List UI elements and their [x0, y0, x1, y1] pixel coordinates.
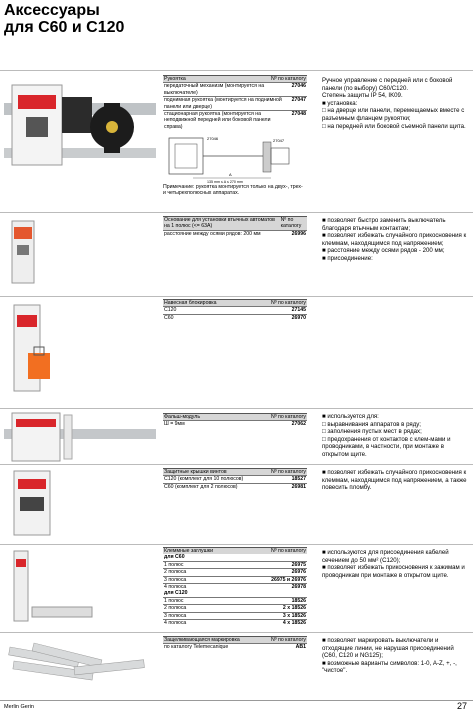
table-row: передаточный механизм (монтируется на выключателе) 27046: [164, 83, 306, 96]
table-row: 1 полюс 26975: [164, 561, 306, 568]
handle-description: Ручное управление с передней или с боковой панели (по выбору) С60/С120. Степень защиты IP 54, IK09. ■ установка: □ на дверце или панели, перемещаемых вместе с разъемным фланцем рукоятки; □ на передней или боковой съемной панели щита.: [322, 77, 466, 130]
markers-description: ■ позволяет маркировать выключатели и отходящие линии, не нарушая присоединений (С60, С120 и NG125); ■ возможные варианты символов: 1-0, А-Z, +, -, "чистое".: [322, 637, 457, 675]
table-row: С120 27145: [164, 307, 306, 314]
padlock-photo: [4, 301, 156, 405]
plug-in-base-photo: [4, 217, 156, 293]
plug-in-base-table: Основание для установки втычных автоматов на 1 полюс (<= 63A) Nº по каталогу расстояние между осями рядов: 200 мм 26996: [164, 217, 306, 237]
terminal-shields-table: Клеммные заглушки Nº по каталогу для С60 1 полюс 26975 2 полюса 26976 3 полюса 26975 и 26976 4 полюса 26978 для С120 1 полюс 18526 2 полюса 2 x 18526 3 полюса 3 x 18526 4 полюса 4 x 18526: [164, 548, 306, 627]
dummy-module-table: Фальш-модуль Nº по каталогу Ш = 9мм 27062: [164, 414, 306, 428]
mounting-diagram: [163, 132, 307, 184]
plug-in-base-description: ■ позволяет быстро заменить выключатель благодаря втычным контактам; ■ позволяет избежать случайного прикосновения к клеммам, находящимся под напряжением; ■ расстояние между осями рядов - 200 мм; ■ присоединение:: [322, 217, 467, 262]
page-footer: [0, 700, 473, 714]
section-dummy-module: [0, 408, 473, 465]
table-row: С60 26970: [164, 314, 306, 321]
section-screw-covers: [0, 464, 473, 545]
diagram-label-27047: 27047: [273, 138, 285, 144]
table-row: С120 (комплект для 10 полюсов) 18527: [164, 476, 306, 483]
section-padlock: [0, 296, 473, 409]
page-number: 27: [456, 701, 467, 711]
screw-covers-table: Защитные крышки винтов Nº по каталогу С120 (комплект для 10 полюсов) 18527 С60 (комплект для 2 полюсов) 26981: [164, 469, 306, 490]
markers-photo: [4, 637, 156, 697]
table-row: 3 полюса 26975 и 26976: [164, 576, 306, 583]
diagram-label-range: 135 mm ≤ A ≤ 270 mm: [207, 180, 243, 185]
table-row: С60 (комплект для 2 полюсов) 26981: [164, 483, 306, 490]
screw-covers-description: ■ позволяет избежать случайного прикосновения к клеммам, находящимся под напряжением, а также повесить пломбу.: [322, 469, 467, 492]
table-row: 4 полюса 26978: [164, 584, 306, 591]
section-terminal-shields: [0, 544, 473, 633]
section-handle: [0, 70, 473, 223]
table-row: Ш = 9мм 27062: [164, 421, 306, 428]
section-markers: [0, 632, 473, 701]
terminal-shields-photo: [4, 547, 156, 629]
page-title: Аксессуары для С60 и С120: [4, 2, 125, 36]
table-row: поднимная рукоятка (монтируется на поднимной панели или дверце) 27047: [164, 97, 306, 110]
handle-note: Примечание: рукоятка монтируется только на двух-, трех- и четырехполюсных аппаратах.: [163, 184, 303, 197]
dummy-module-description: ■ используется для: □ выравнивания аппаратов в ряду; □ заполнения пустых мест в рядах; □ предохранения от контактов с клем-мами и проводниками, в частности, при монтаже в открытом щите.: [322, 413, 451, 458]
handle-table: Рукоятка Nº по каталогу передаточный механизм (монтируется на выключателе) 27046 поднимная рукоятка (монтируется на поднимной панели или дверце) 27047 стационарная рукоятка (монтируется на неподвижной передней или боковой панели справа) 27048 27046 27047 A 135 mm ≤ A ≤ 270 mm Примечание: рукоятка монтируется только на двух-, трех- и четырехполюсных аппаратах.: [163, 76, 306, 197]
table-row: 2 полюса 2 x 18526: [164, 605, 306, 612]
section-plug-in-base: [0, 212, 473, 297]
table-row: расстояние между осями рядов: 200 мм 26996: [164, 230, 306, 237]
table-row: 1 полюс 18526: [164, 597, 306, 604]
terminal-shields-description: ■ используются для присоединения кабелей сечением до 50 мм² (С120); ■ позволяет избежать прикосновения к зажимам и проводникам при монтаже в открытом щите.: [322, 549, 465, 579]
table-row: стационарная рукоятка (монтируется на неподвижной передней или боковой панели справа) 27048: [164, 111, 306, 130]
handle-photo: [4, 73, 156, 198]
diagram-label-27046: 27046: [207, 136, 219, 142]
markers-table: Защелкивающаяся маркировка Nº по каталогу по каталогу Telemecanique АВ1: [164, 637, 306, 651]
table-row: 3 полюса 3 x 18526: [164, 612, 306, 619]
table-row: 4 полюса 4 x 18526: [164, 620, 306, 627]
dummy-module-photo: [4, 411, 156, 463]
table-row: 2 полюса 26976: [164, 569, 306, 576]
table-row: по каталогу Telemecanique АВ1: [164, 644, 306, 651]
padlock-table: Навесная блокировка Nº по каталогу С120 27145 С60 26970: [164, 300, 306, 321]
screw-covers-photo: [4, 467, 156, 541]
diagram-label-a: A: [229, 172, 232, 178]
brand-name: Merlin Gerin: [4, 704, 34, 710]
